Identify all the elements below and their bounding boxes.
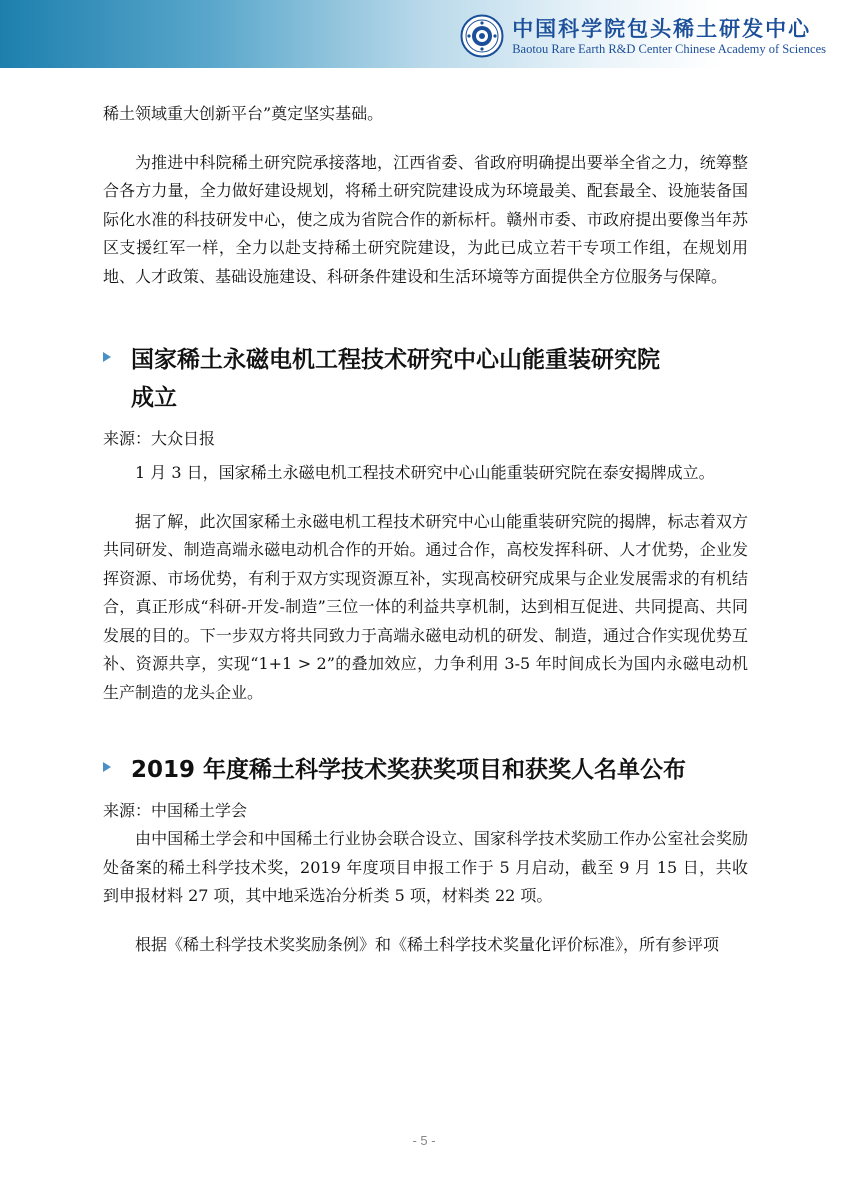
page-number: - 5 - [412,1133,436,1148]
org-name-block [512,16,826,56]
article-body [103,100,748,959]
org-name-cn: 中国科学院包头稀土研发中心 [512,16,812,41]
org-logo [460,12,826,60]
intro-paragraph-1: 稀土领域重大创新平台”奠定坚实基础。 [103,104,384,123]
section-1-title-line-1: 国家稀土永磁电机工程技术研究中心山能重装研究院 [131,347,660,373]
org-name-en: Baotou Rare Earth R&D Center Chinese Academy of Sciences [512,42,826,56]
section-2-title-line-1: 2019 年度稀土科学技术奖获奖项目和获奖人名单公布 [131,757,687,783]
section-2-paragraph-2: 根据《稀土科学技术奖奖励条例》和《稀土科学技术奖量化评价标准》，所有参评项 [135,934,720,954]
cas-emblem-icon [460,14,504,58]
section-1-paragraph-2: 据了解，此次国家稀土永磁电机工程技术研究中心山能重装研究院的揭牌，标志着双方共同研发、制造高端永磁电动机合作的开始。通过合作，高校发挥科研、人才优势，企业发挥资源、市场优势，有利于双方实现资源互补，实现高校研究成果与企业发展需求的有机结合，真正形成“科研-开发-制造”三位一体的利益共享机制，达到相互促进、共同提高、共同发展的目的。下一步双方将共同致力于高端永磁电动机的研发、制造，通过合作实现优势互补、资源共享，实现“1+1 > 2”的叠加效应，力争利用 3-5 年时间成长为国内永磁电动机生产制造的龙头企业。 [103,511,748,702]
bullet-triangle-icon [103,352,111,362]
section-2-paragraph-1: 由中国稀土学会和中国稀土行业协会联合设立、国家科学技术奖励工作办公室社会奖励处备案的稀土科学技术奖，2019 年度项目申报工作于 5 月启动，截至 9 月 15 日，共收到申报材料 27 项，其中地采选冶分析类 5 项，材料类 22 项。 [103,829,748,905]
section-2-source: 来源：中国稀土学会 [103,801,248,820]
bullet-triangle-icon [103,762,111,772]
section-1-title [103,341,748,417]
section-1-paragraph-1: 1 月 3 日，国家稀土永磁电机工程技术研究中心山能重装研究院在泰安揭牌成立。 [135,463,715,482]
intro-paragraph-2: 为推进中科院稀土研究院承接落地，江西省委、省政府明确提出要举全省之力，统筹整合各方力量，全力做好建设规划，将稀土研究院建设成为环境最美、配套最全、设施装备国际化水准的科技研发中心，使之成为省院合作的新标杆。赣州市委、市政府提出要像当年苏区支援红军一样，全力以赴支持稀土研究院建设，为此已成立若干专项工作组，在规划用地、人才政策、基础设施建设、科研条件建设和生活环境等方面提供全方位服务与保障。 [103,152,748,286]
section-2-title [103,751,748,789]
section-1-title-line-2: 成立 [131,385,177,411]
section-1-source: 来源：大众日报 [103,429,216,448]
